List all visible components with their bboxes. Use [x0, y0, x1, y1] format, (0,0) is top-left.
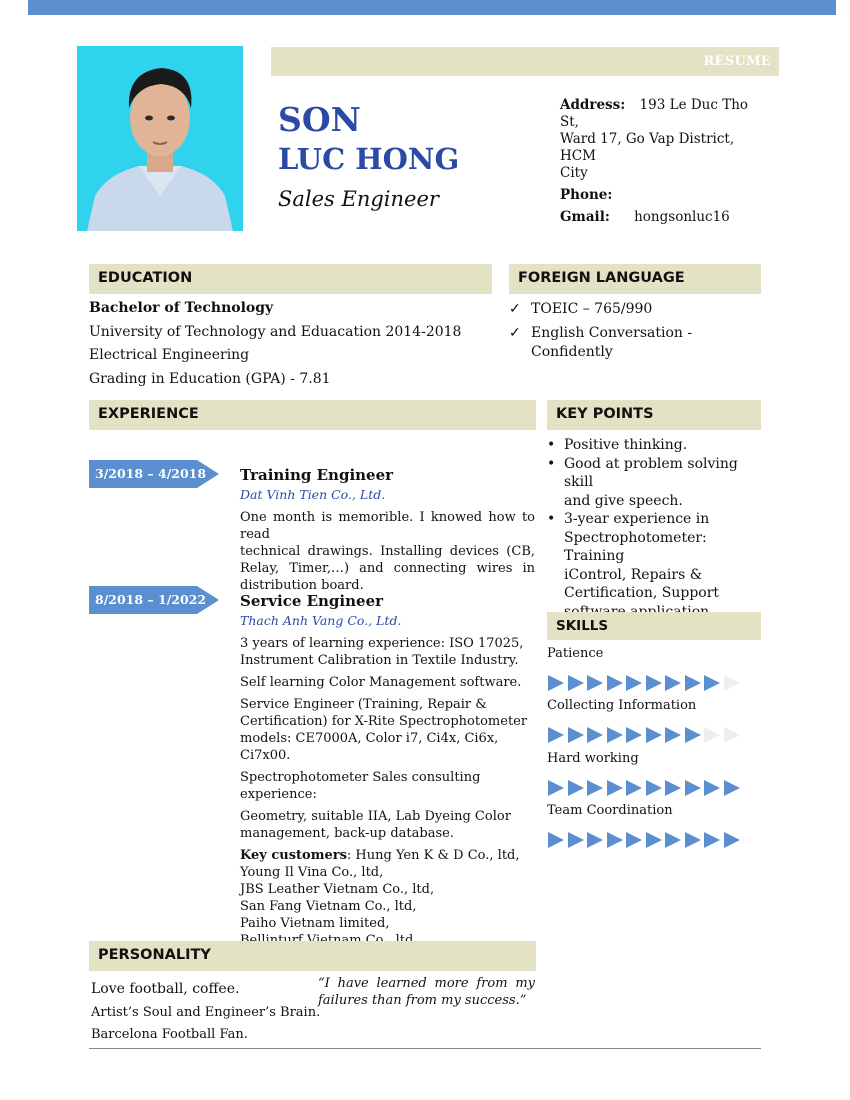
rating-filled-icon — [664, 831, 684, 849]
foreign-language-title: FOREIGN LANGUAGE — [518, 270, 685, 286]
skill-item — [547, 646, 742, 692]
skill-name: Patience — [547, 646, 604, 661]
rating-filled-icon — [664, 779, 684, 797]
rating-filled-icon — [664, 726, 684, 744]
job-desc-line: Self learning Color Management software. — [240, 675, 522, 690]
rating-filled-icon — [625, 726, 645, 744]
rating-filled-icon — [645, 726, 665, 744]
language-item-text: English Conversation - — [531, 325, 693, 341]
key-point-text: and give speech. — [564, 492, 683, 509]
skill-rating — [547, 726, 742, 744]
customer-item: JBS Leather Vietnam Co., ltd, — [240, 882, 435, 897]
language-item-text-cont: Confidently — [531, 344, 613, 360]
rating-filled-icon — [703, 779, 723, 797]
job-desc-line: technical drawings. Installing devices (CB, — [240, 544, 535, 559]
profile-photo — [77, 46, 243, 231]
address-line-1: 193 Le Duc Tho St, — [560, 97, 749, 130]
skills-title: SKILLS — [556, 618, 609, 634]
job-company: Dat Vinh Tien Co., Ltd. — [240, 487, 386, 502]
phone-label: Phone: — [560, 187, 613, 203]
rating-filled-icon — [567, 726, 587, 744]
skill-item — [547, 803, 742, 849]
rating-filled-icon — [606, 831, 626, 849]
resume-label: RESUME — [703, 54, 771, 69]
language-item — [509, 300, 761, 319]
rating-filled-icon — [625, 779, 645, 797]
rating-filled-icon — [586, 779, 606, 797]
rating-filled-icon — [606, 726, 626, 744]
last-name: LUC HONG — [278, 142, 460, 176]
top-accent-bar — [28, 0, 836, 15]
personality-header — [89, 941, 536, 971]
rating-filled-icon — [684, 831, 704, 849]
customer-item: San Fang Vietnam Co., ltd, — [240, 899, 417, 914]
address-line-3: City — [560, 165, 588, 181]
rating-filled-icon — [547, 674, 567, 692]
job-desc-line: models: CE7000A, Color i7, Ci4x, Ci6x, Ci7x00. — [240, 731, 499, 763]
rating-filled-icon — [684, 779, 704, 797]
address-line-2: Ward 17, Go Vap District, HCM — [560, 131, 735, 164]
rating-filled-icon — [703, 674, 723, 692]
job-dates: 8/2018 – 1/2022 — [95, 592, 207, 607]
job-description — [240, 635, 540, 949]
skill-rating — [547, 831, 742, 849]
key-points-list — [547, 436, 762, 621]
skill-name: Collecting Information — [547, 698, 697, 713]
address-row — [560, 97, 760, 131]
first-name: SON — [278, 100, 361, 139]
skills-header — [547, 612, 761, 640]
job-date-arrow — [89, 460, 219, 488]
language-item-text: TOEIC – 765/990 — [531, 301, 653, 317]
rating-filled-icon — [625, 674, 645, 692]
skill-rating — [547, 779, 742, 797]
language-item — [509, 324, 761, 362]
skill-item — [547, 751, 742, 797]
job-desc-line: distribution board. — [240, 578, 364, 593]
rating-filled-icon — [684, 674, 704, 692]
key-customers-line — [240, 847, 540, 864]
customer-item: Young Il Vina Co., ltd, — [240, 865, 384, 880]
rating-filled-icon — [645, 779, 665, 797]
key-point-text: Certification, Support — [564, 585, 720, 601]
job-desc-line: Geometry, suitable IIA, Lab Dyeing Color — [240, 809, 511, 824]
skill-name: Team Coordination — [547, 803, 673, 818]
rating-filled-icon — [723, 779, 743, 797]
job-desc-line: One month is memorible. I knowed how to read — [240, 510, 535, 542]
key-point-text: 3-year experience in — [564, 511, 710, 527]
email-label: Gmail: — [560, 209, 610, 225]
key-point-text: Good at problem solving skill — [564, 455, 738, 490]
skill-rating — [547, 674, 742, 692]
customer-item: Paiho Vietnam limited, — [240, 916, 390, 931]
rating-empty-icon — [723, 726, 743, 744]
key-customers-label: Key customers — [240, 848, 347, 863]
education-title: EDUCATION — [98, 270, 193, 286]
rating-empty-icon — [703, 726, 723, 744]
foreign-language-header — [509, 264, 761, 294]
key-points-title: KEY POINTS — [556, 406, 654, 422]
personality-item: Artist’s Soul and Engineer’s Brain. — [91, 1005, 321, 1020]
email-value: hongsonluc16 — [634, 209, 730, 225]
key-point-item — [547, 455, 762, 511]
job-company: Thach Anh Vang Co., Ltd. — [240, 613, 402, 628]
rating-filled-icon — [645, 831, 665, 849]
key-point-item — [547, 510, 762, 621]
rating-filled-icon — [586, 674, 606, 692]
key-point-text: iControl, Repairs & — [564, 566, 703, 583]
rating-filled-icon — [567, 779, 587, 797]
key-point-text: Positive thinking. — [564, 437, 688, 453]
personality-item: Love football, coffee. — [91, 981, 240, 997]
rating-filled-icon — [625, 831, 645, 849]
job-desc-line: Spectrophotometer Sales consulting experience: — [240, 770, 481, 802]
personality-item: Barcelona Football Fan. — [91, 1027, 248, 1042]
bullet-icon: • — [547, 437, 556, 453]
job-desc-line: 3 years of learning experience: ISO 17025, — [240, 636, 524, 651]
rating-filled-icon — [567, 831, 587, 849]
rating-filled-icon — [547, 726, 567, 744]
phone-row — [560, 187, 760, 204]
rating-filled-icon — [684, 726, 704, 744]
person-portrait-icon — [77, 46, 243, 231]
job-desc-line: Service Engineer (Training, Repair & — [240, 697, 487, 712]
check-icon: ✓ — [509, 325, 521, 341]
rating-filled-icon — [703, 831, 723, 849]
bullet-icon: • — [547, 511, 556, 527]
education-gpa: Grading in Education (GPA) - 7.81 — [89, 370, 331, 387]
job-desc-line: Instrument Calibration in Textile Industry. — [240, 653, 519, 668]
job-role: Training Engineer — [240, 466, 394, 484]
rating-filled-icon — [664, 674, 684, 692]
rating-filled-icon — [547, 831, 567, 849]
education-body — [89, 297, 499, 391]
job-role: Service Engineer — [240, 592, 384, 610]
email-row — [560, 209, 760, 226]
key-point-item — [547, 436, 762, 455]
job-desc-line: Relay, Timer,…) and connecting wires in — [240, 561, 535, 576]
experience-header — [89, 400, 536, 430]
rating-filled-icon — [586, 831, 606, 849]
job-title: Sales Engineer — [278, 187, 439, 211]
quote-line: failures than from my success.” — [318, 993, 527, 1008]
personality-title: PERSONALITY — [98, 947, 211, 963]
contact-block — [560, 97, 760, 226]
rating-filled-icon — [606, 779, 626, 797]
rating-filled-icon — [606, 674, 626, 692]
footer-divider — [89, 1048, 761, 1049]
experience-title: EXPERIENCE — [98, 406, 199, 422]
key-point-text: Spectrophotometer: Training — [564, 529, 707, 564]
rating-empty-icon — [723, 674, 743, 692]
education-major: Electrical Engineering — [89, 347, 250, 363]
job-date-arrow — [89, 586, 219, 614]
foreign-language-list — [509, 300, 761, 362]
rating-filled-icon — [547, 779, 567, 797]
job-dates: 3/2018 – 4/2018 — [95, 466, 207, 481]
rating-filled-icon — [723, 831, 743, 849]
skill-item — [547, 698, 742, 744]
rating-filled-icon — [567, 674, 587, 692]
personal-quote — [318, 975, 535, 1009]
resume-band — [271, 47, 779, 76]
key-customer-first: : Hung Yen K & D Co., ltd, — [346, 848, 520, 863]
job-description — [240, 509, 535, 594]
rating-filled-icon — [586, 726, 606, 744]
education-school: University of Technology and Eduacation 2014-2018 — [89, 323, 462, 340]
job-desc-line: management, back-up database. — [240, 826, 454, 841]
key-points-header — [547, 400, 761, 430]
check-icon: ✓ — [509, 301, 521, 317]
job-desc-line: Certification) for X-Rite Spectrophotometer — [240, 714, 528, 729]
education-degree: Bachelor of Technology — [89, 300, 274, 316]
bullet-icon: • — [547, 455, 556, 472]
skill-name: Hard working — [547, 751, 639, 766]
rating-filled-icon — [645, 674, 665, 692]
address-label: Address: — [560, 97, 626, 113]
education-header — [89, 264, 492, 294]
quote-line: “I have learned more from my — [318, 976, 535, 991]
